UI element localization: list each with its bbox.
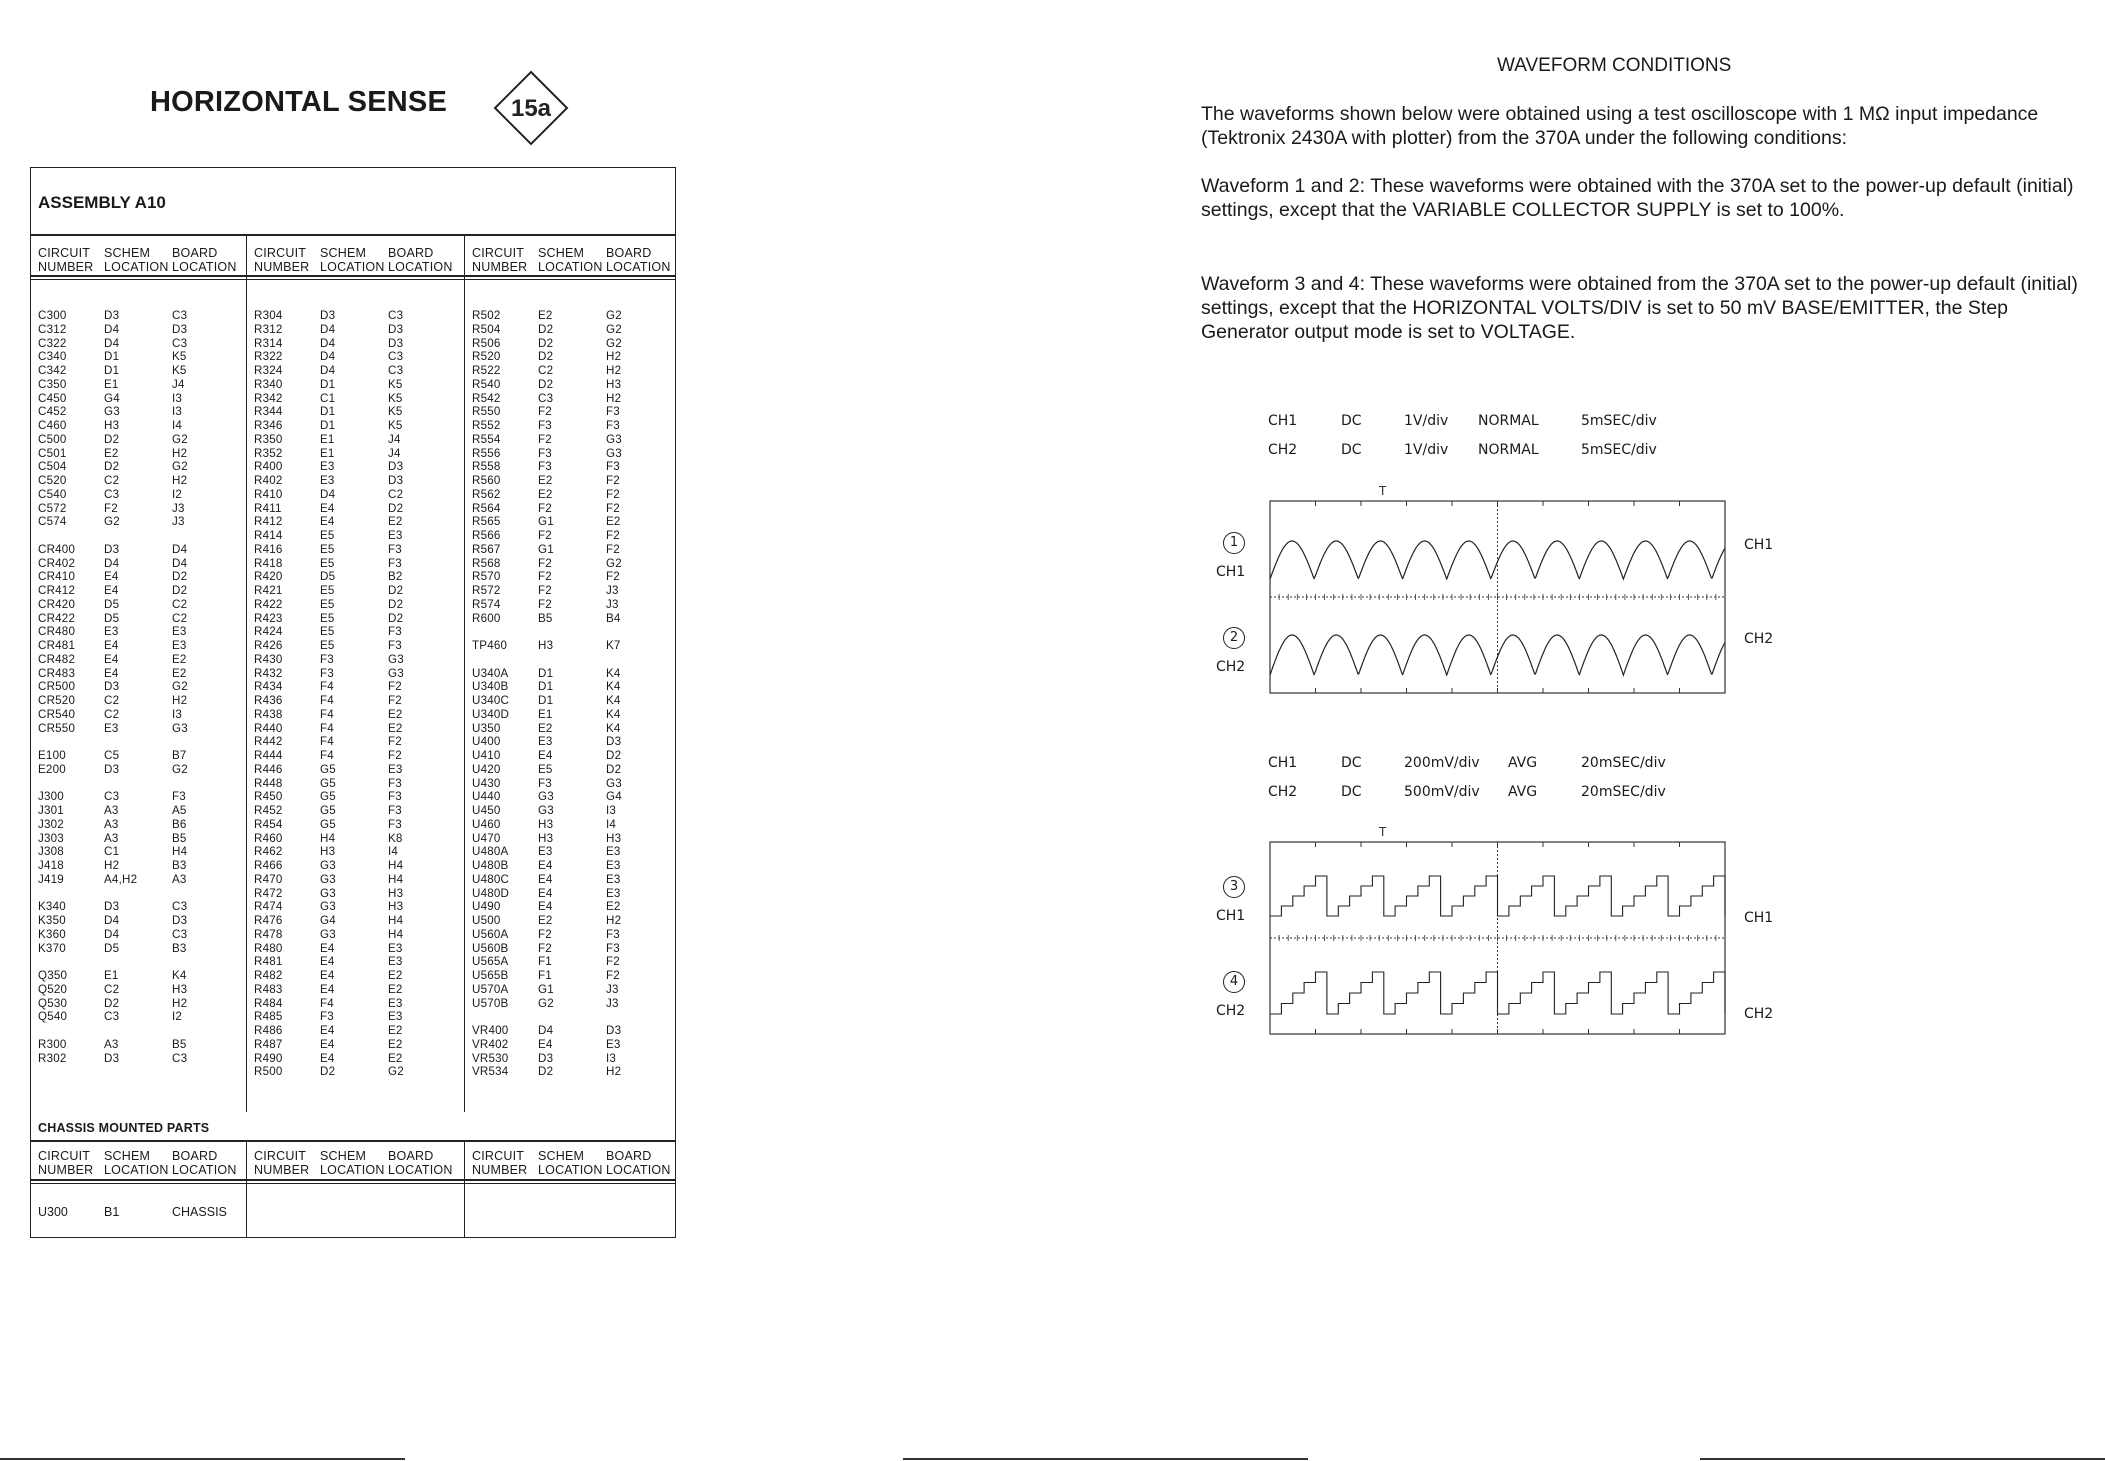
waveform-4-channel-label: CH2 (1216, 1003, 1246, 1019)
table-row: R554 F2 G3 (472, 432, 622, 446)
table-row: U410 E4 D2 (472, 749, 622, 762)
table-row: U480D E4 E3 (472, 886, 621, 900)
table-row: R560 E2 F2 (472, 474, 620, 487)
table-row: U450 G3 I3 (472, 804, 617, 817)
table-row: R420 D5 B2 (254, 570, 403, 584)
table-row: R566 F2 F2 (472, 529, 620, 542)
table-row: U480B E4 E3 (472, 859, 621, 872)
table-row: R478 G3 H4 (254, 927, 404, 941)
table-row: R506 D2 G2 (472, 336, 622, 350)
table-row: R480 E4 E3 (254, 941, 403, 955)
table-row: R572 F2 J3 (472, 584, 619, 597)
page-footer-rule (1700, 1458, 2105, 1460)
table-row (38, 735, 188, 749)
waveform-1-channel-label: CH1 (1216, 564, 1246, 580)
table-row: R600 B5 B4 (472, 611, 621, 625)
table-row: R487 E4 E2 (254, 1037, 403, 1051)
table-row: U470 H3 H3 (472, 831, 622, 845)
table-row (472, 653, 622, 667)
table-row: R300 A3 B5 (38, 1037, 187, 1051)
table-row: U430 F3 G3 (472, 776, 622, 790)
table-row: C540 C3 I2 (38, 487, 183, 501)
table-row: R542 C3 H2 (472, 391, 622, 405)
table-row: R462 H3 I4 (254, 845, 399, 859)
table-row: CR480 E3 E3 (38, 625, 187, 639)
table-row: R562 E2 F2 (472, 487, 620, 501)
waveform-3-4-display (1255, 824, 1740, 1044)
table-row: R422 E5 D2 (254, 597, 404, 611)
table-row: CR412 E4 D2 (38, 584, 188, 597)
table-row: R322 D4 C3 (254, 350, 404, 364)
table-row: U565B F1 F2 (472, 969, 620, 982)
table-row: E200 D3 G2 (38, 762, 188, 776)
column-header: CIRCUIT NUMBER SCHEM LOCATION BOARD LOCATION (254, 1149, 453, 1177)
table-row: R520 D2 H2 (472, 350, 622, 364)
table-row: R340 D1 K5 (254, 377, 403, 391)
waveform-1-2-display (1255, 483, 1740, 703)
table-row: C322 D4 C3 (38, 336, 188, 350)
table-row (38, 1024, 188, 1038)
waveform-3-channel-label: CH1 (1216, 908, 1246, 924)
table-row: U560B F2 F3 (472, 941, 620, 955)
table-row: U500 E2 H2 (472, 914, 622, 927)
table-row: R302 D3 C3 (38, 1051, 188, 1065)
table-row: C572 F2 J3 (38, 501, 185, 515)
table-row: R421 E5 D2 (254, 584, 404, 597)
table-row: CR410 E4 D2 (38, 570, 188, 584)
waveform-3-trace (1270, 876, 1725, 916)
table-row: R568 F2 G2 (472, 556, 622, 570)
table-row: U340D E1 K4 (472, 707, 621, 721)
table-row: C501 E2 H2 (38, 446, 188, 460)
table-row (472, 1010, 622, 1024)
trigger-marker: T (1379, 484, 1387, 498)
table-rule (30, 275, 676, 277)
table-row: R400 E3 D3 (254, 460, 404, 474)
table-row: R424 E5 F3 (254, 625, 402, 639)
table-row: R482 E4 E2 (254, 969, 403, 982)
table-row: R312 D4 D3 (254, 322, 404, 336)
table-row: CR420 D5 C2 (38, 597, 188, 611)
section-title: WAVEFORM CONDITIONS (1497, 55, 1732, 76)
table-row: U350 E2 K4 (472, 721, 621, 735)
table-row: J301 A3 A5 (38, 804, 187, 817)
table-row: U480A E3 E3 (472, 845, 621, 859)
table-row: VR530 D3 I3 (472, 1051, 617, 1065)
table-row: R446 G5 E3 (254, 762, 403, 776)
table-row: R474 G3 H3 (254, 900, 404, 914)
table-row: C452 G3 I3 (38, 405, 183, 419)
table-row: K350 D4 D3 (38, 914, 188, 927)
table-row: R434 F4 F2 (254, 680, 402, 694)
waveform-4-marker: 4 (1223, 971, 1245, 993)
waveform-2-channel-label: CH2 (1216, 659, 1246, 675)
waveform-3-right-label: CH1 (1744, 910, 1774, 926)
table-row: R466 G3 H4 (254, 859, 404, 872)
table-row: J300 C3 F3 (38, 790, 186, 804)
table-row: VR402 E4 E3 (472, 1037, 621, 1051)
table-row: CR540 C2 I3 (38, 707, 183, 721)
table-row: U570B G2 J3 (472, 996, 619, 1010)
table-row: C574 G2 J3 (38, 515, 185, 529)
table-row: R504 D2 G2 (472, 322, 622, 336)
table-row: R522 C2 H2 (472, 364, 622, 377)
table-row: R350 E1 J4 (254, 432, 401, 446)
table-row: U570A G1 J3 (472, 982, 619, 996)
table-row: R484 F4 E3 (254, 996, 403, 1010)
table-row: R472 G3 H3 (254, 886, 404, 900)
table-row: TP460 H3 K7 (472, 639, 621, 652)
table-column-divider (246, 1140, 247, 1238)
table-row: R481 E4 E3 (254, 955, 403, 969)
table-row: R344 D1 K5 (254, 405, 403, 419)
table-row: U400 E3 D3 (472, 735, 622, 749)
table-row: K360 D4 C3 (38, 927, 188, 941)
table-row: R485 F3 E3 (254, 1010, 403, 1024)
table-row: Q540 C3 I2 (38, 1010, 183, 1024)
table-row: Q530 D2 H2 (38, 996, 188, 1010)
table-row: J418 H2 B3 (38, 859, 187, 872)
waveform-4-trace (1270, 972, 1725, 1014)
page-footer-rule (903, 1458, 1308, 1460)
waveform-4-right-label: CH2 (1744, 1006, 1774, 1022)
column-header: CIRCUIT NUMBER SCHEM LOCATION BOARD LOCATION (254, 246, 453, 274)
table-row: U340B D1 K4 (472, 680, 621, 694)
table-row: R486 E4 E2 (254, 1024, 403, 1037)
table-row: R412 E4 E2 (254, 515, 403, 529)
table-row: E100 C5 B7 (38, 749, 187, 762)
table-row: VR400 D4 D3 (472, 1024, 622, 1037)
table-row: R430 F3 G3 (254, 652, 404, 666)
table-row (38, 887, 188, 901)
table-row: CR400 D3 D4 (38, 542, 188, 556)
table-column-divider (246, 234, 247, 1112)
parts-column-2 (254, 309, 404, 1079)
chassis-section-title: CHASSIS MOUNTED PARTS (38, 1121, 210, 1135)
waveform-1-2-paragraph: Waveform 1 and 2: These waveforms were obtained with the 370A set to the power-up default (initial) settings, except that the VARIABLE COLLECTOR SUPPLY is set to 100%. (1201, 175, 2074, 221)
table-row: U565A F1 F2 (472, 955, 620, 969)
table-row: C520 C2 H2 (38, 474, 188, 487)
table-row: R452 G5 F3 (254, 804, 402, 817)
table-row: U420 E5 D2 (472, 762, 622, 776)
table-row: R550 F2 F3 (472, 405, 620, 419)
table-row: K370 D5 B3 (38, 941, 187, 955)
intro-paragraph: The waveforms shown below were obtained using a test oscilloscope with 1 MΩ input impedance (Tektronix 2430A with plotter) from the 370A under the following conditions: (1201, 103, 2039, 149)
table-row (472, 625, 622, 639)
waveform-2-right-label: CH2 (1744, 631, 1774, 647)
table-row: U300 B1 CHASSIS (38, 1205, 227, 1219)
table-row: C500 D2 G2 (38, 432, 188, 446)
table-row: R314 D4 D3 (254, 336, 404, 350)
table-row: R476 G4 H4 (254, 914, 404, 927)
table-row: R450 G5 F3 (254, 790, 402, 804)
page-title: HORIZONTAL SENSE (150, 86, 447, 118)
table-row: U340C D1 K4 (472, 694, 621, 707)
waveform-3-marker: 3 (1223, 876, 1245, 898)
table-row (38, 955, 188, 969)
table-row: R502 E2 G2 (472, 309, 622, 322)
column-header: CIRCUIT NUMBER SCHEM LOCATION BOARD LOCATION (38, 246, 237, 274)
table-row: R565 G1 E2 (472, 515, 621, 529)
table-row: CR422 D5 C2 (38, 611, 188, 625)
table-row: R460 H4 K8 (254, 831, 403, 845)
table-row: Q350 E1 K4 (38, 969, 187, 982)
table-row (38, 777, 188, 791)
table-row: R402 E3 D3 (254, 474, 404, 487)
page-number-badge (493, 70, 569, 146)
table-rule (30, 1179, 676, 1181)
table-row: R440 F4 E2 (254, 721, 403, 735)
table-row: C342 D1 K5 (38, 364, 187, 377)
table-column-divider (464, 1140, 465, 1238)
table-row: R423 E5 D2 (254, 611, 404, 625)
table-row: C300 D3 C3 (38, 309, 188, 322)
table-row: C312 D4 D3 (38, 322, 188, 336)
table-row: U440 G3 G4 (472, 790, 622, 804)
table-row: R448 G5 F3 (254, 776, 402, 790)
table-row: R416 E5 F3 (254, 542, 402, 556)
table-row: R564 F2 F2 (472, 501, 620, 515)
table-rule (30, 234, 676, 236)
parts-column-1 (38, 309, 188, 1065)
table-row: R352 E1 J4 (254, 446, 401, 460)
table-row: CR402 D4 D4 (38, 556, 188, 570)
table-row: J303 A3 B5 (38, 831, 187, 845)
table-row: R346 D1 K5 (254, 419, 403, 432)
waveform-3-4-paragraph: Waveform 3 and 4: These waveforms were obtained from the 370A set to the power-up default (initial) settings, except that the HORIZONTAL VOLTS/DIV is set to 50 mV BASE/EMITTER, the Step Generator output mode is set to VOLTAGE. (1201, 273, 2078, 343)
table-row: R470 G3 H4 (254, 872, 404, 886)
trigger-marker: T (1379, 825, 1387, 839)
table-row: R570 F2 F2 (472, 570, 620, 584)
table-row: J419 A4,H2 A3 (38, 872, 187, 886)
table-row (38, 529, 188, 543)
table-rule (30, 279, 676, 280)
table-row: R342 C1 K5 (254, 391, 403, 405)
waveform-1-marker: 1 (1223, 532, 1245, 554)
table-row: R556 F3 G3 (472, 446, 622, 460)
table-row: R454 G5 F3 (254, 817, 402, 831)
table-row: R500 D2 G2 (254, 1065, 404, 1079)
table-row: CR481 E4 E3 (38, 639, 187, 652)
table-row: R304 D3 C3 (254, 309, 404, 322)
table-row: R410 D4 C2 (254, 487, 404, 501)
table-row: VR534 D2 H2 (472, 1065, 622, 1079)
table-row: R540 D2 H3 (472, 377, 622, 391)
page-footer-rule (0, 1458, 405, 1460)
column-header: CIRCUIT NUMBER SCHEM LOCATION BOARD LOCATION (472, 246, 671, 274)
waveform-2-marker: 2 (1223, 627, 1245, 649)
table-row: R436 F4 F2 (254, 694, 402, 707)
table-row: R490 E4 E2 (254, 1051, 403, 1065)
table-row: CR520 C2 H2 (38, 694, 188, 707)
table-row: J308 C1 H4 (38, 845, 188, 859)
waveform-1-right-label: CH1 (1744, 537, 1774, 553)
table-row: R552 F3 F3 (472, 419, 620, 432)
table-row: C460 H3 I4 (38, 419, 183, 432)
table-column-divider (464, 234, 465, 1112)
table-row: K340 D3 C3 (38, 900, 188, 914)
table-row: R324 D4 C3 (254, 364, 404, 377)
table-row: U560A F2 F3 (472, 927, 620, 941)
table-row: R426 E5 F3 (254, 639, 402, 652)
parts-column-3 (472, 309, 622, 1079)
table-row: U490 E4 E2 (472, 900, 621, 914)
table-row: R411 E4 D2 (254, 501, 404, 515)
table-row: R442 F4 F2 (254, 735, 402, 749)
table-row: R574 F2 J3 (472, 597, 619, 611)
column-header: CIRCUIT NUMBER SCHEM LOCATION BOARD LOCATION (38, 1149, 237, 1177)
table-row: U480C E4 E3 (472, 872, 621, 886)
table-row: C504 D2 G2 (38, 460, 188, 474)
table-row: R438 F4 E2 (254, 707, 403, 721)
table-row: R558 F3 F3 (472, 460, 620, 474)
table-row: CR482 E4 E2 (38, 652, 187, 666)
table-row: U340A D1 K4 (472, 666, 621, 680)
table-row: R483 E4 E2 (254, 982, 403, 996)
table-row: R418 E5 F3 (254, 556, 402, 570)
table-row: R414 E5 E3 (254, 529, 403, 542)
table-row: Q520 C2 H3 (38, 982, 188, 996)
table-rule (30, 1140, 676, 1142)
table-row: R444 F4 F2 (254, 749, 402, 762)
table-rule (30, 1183, 676, 1184)
table-row: CR550 E3 G3 (38, 721, 188, 735)
table-row: R432 F3 G3 (254, 666, 404, 680)
column-header: CIRCUIT NUMBER SCHEM LOCATION BOARD LOCATION (472, 1149, 671, 1177)
table-row: C450 G4 I3 (38, 391, 183, 405)
table-row: J302 A3 B6 (38, 817, 187, 831)
table-row: R567 G1 F2 (472, 542, 620, 556)
table-row: CR500 D3 G2 (38, 680, 188, 694)
table-row: C340 D1 K5 (38, 350, 187, 364)
table-row: C350 E1 J4 (38, 377, 185, 391)
page-number: 15a (510, 95, 552, 122)
table-row: CR483 E4 E2 (38, 666, 187, 680)
assembly-title: ASSEMBLY A10 (38, 193, 166, 212)
table-row: U460 H3 I4 (472, 817, 617, 831)
